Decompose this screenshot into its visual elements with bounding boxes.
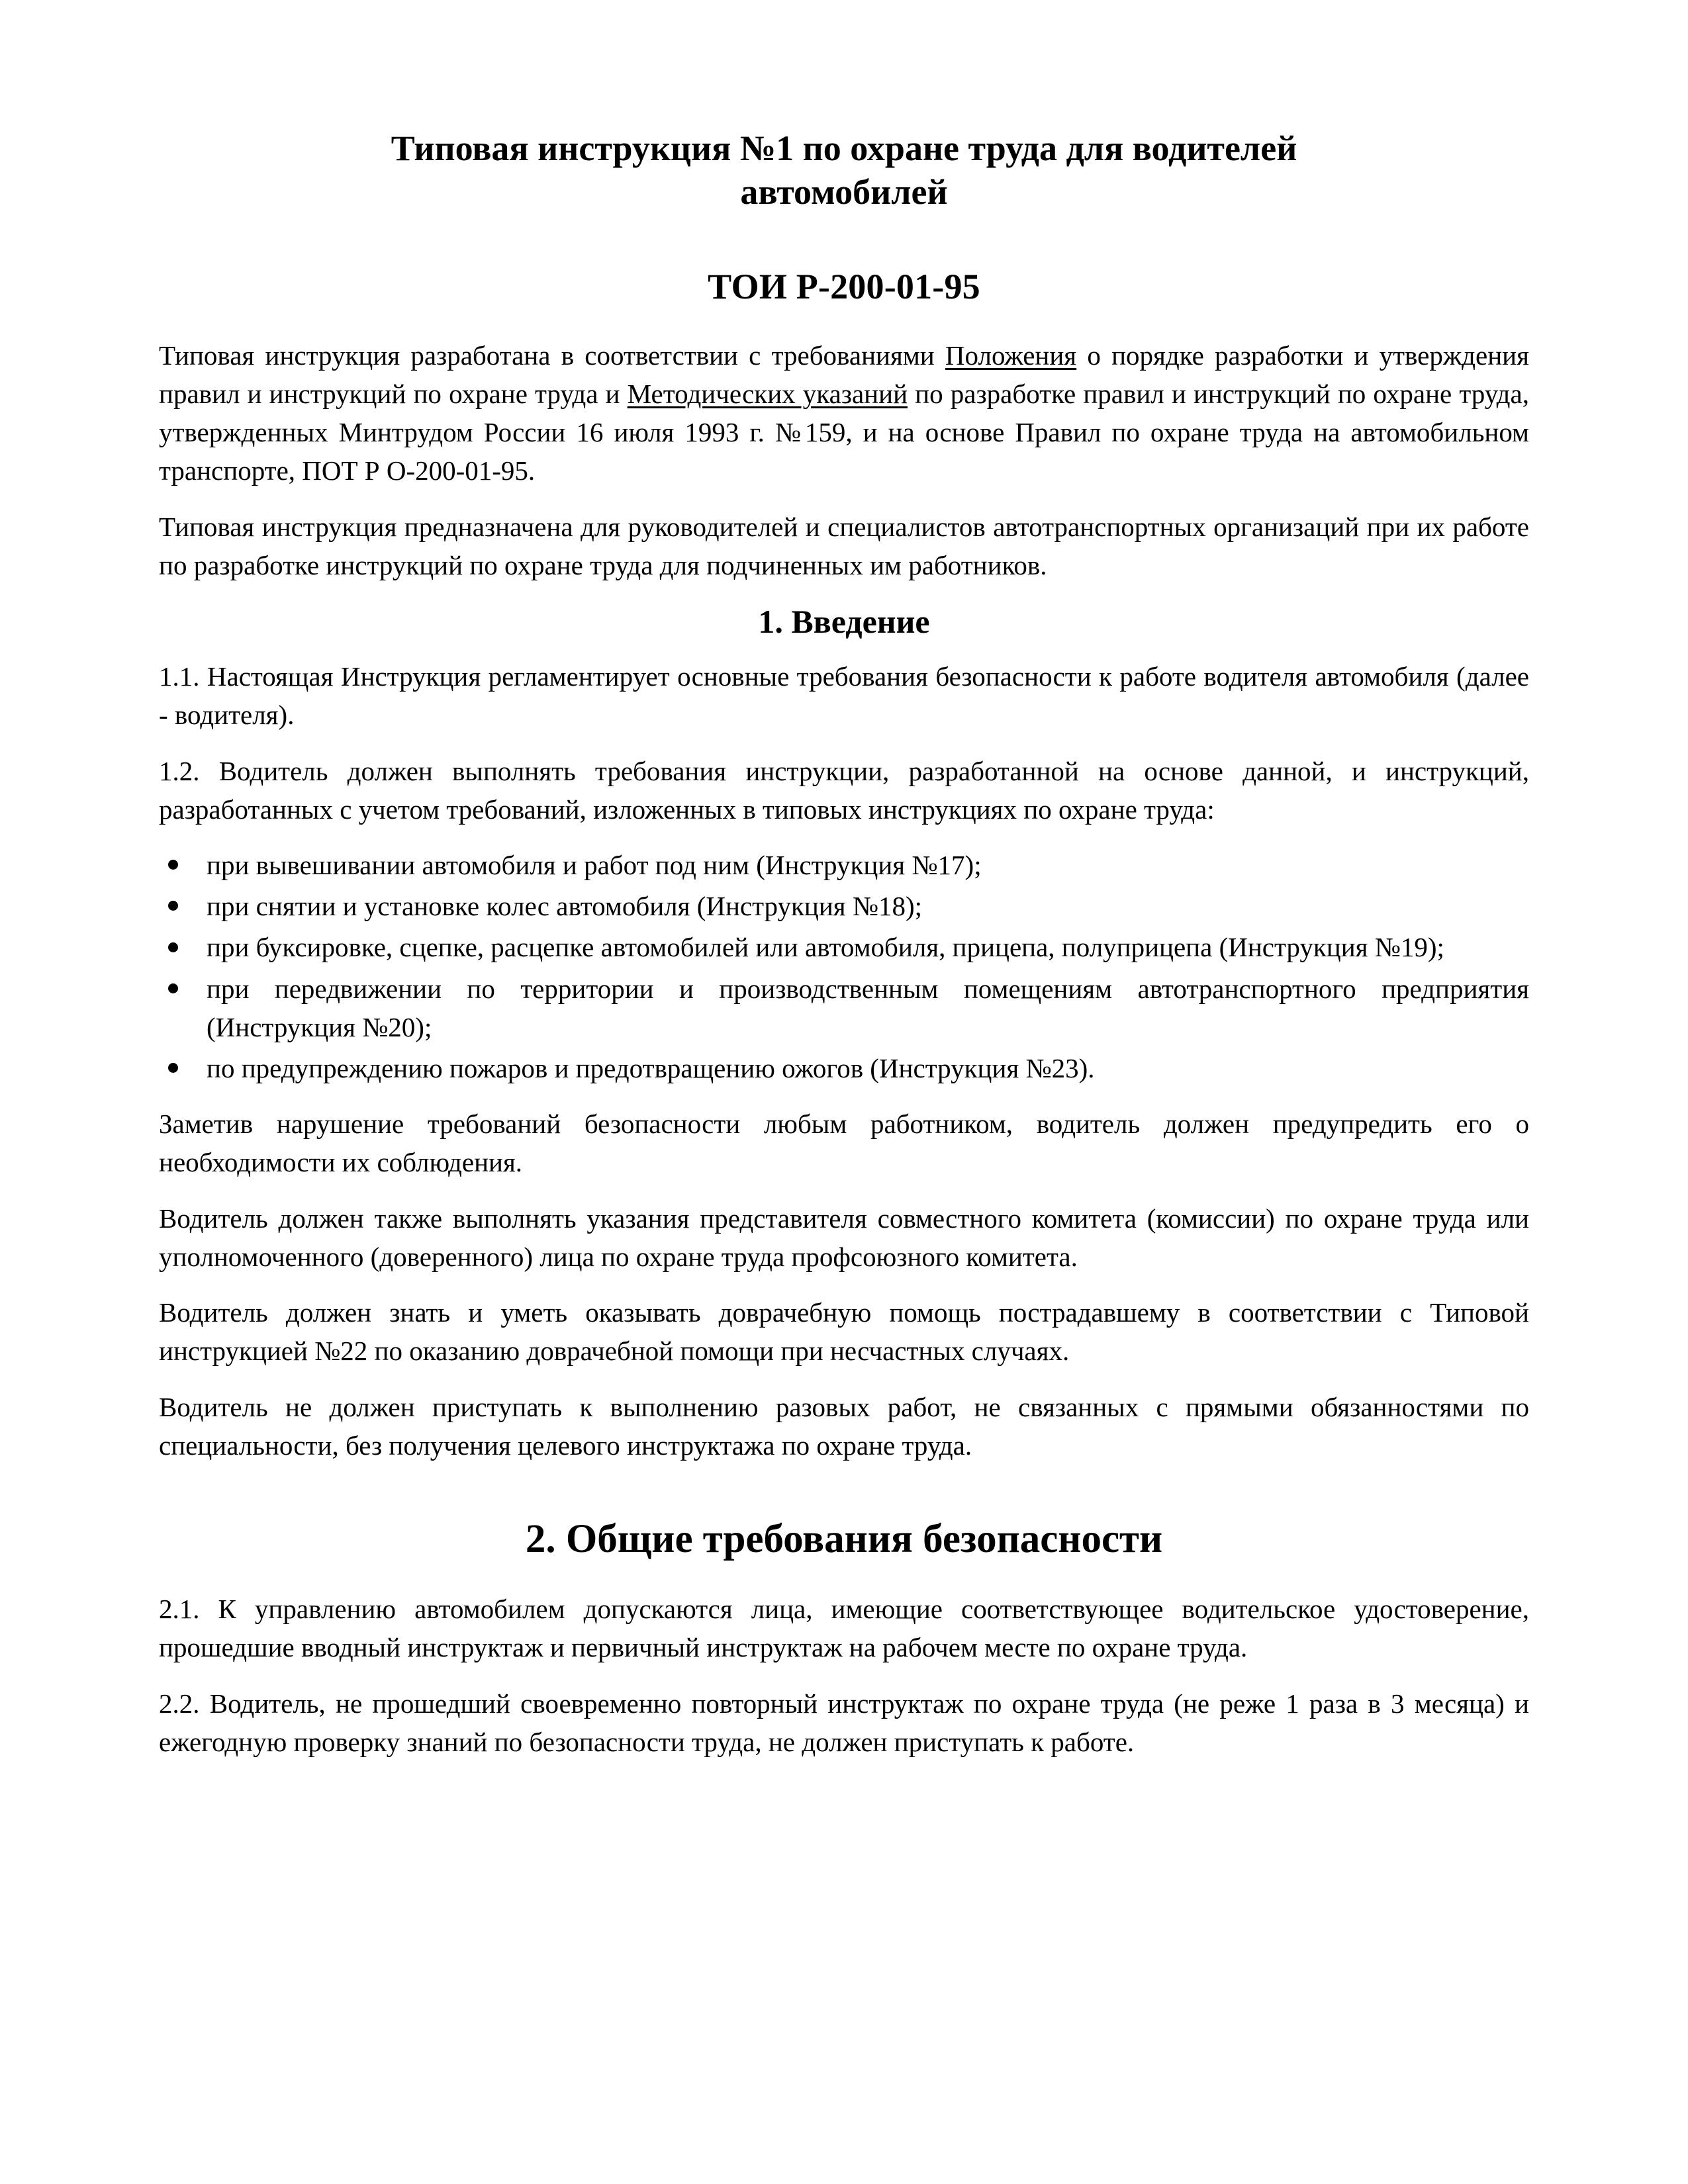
link-metodicheskie-ukazaniya[interactable]: Методических указаний	[627, 378, 908, 409]
paragraph-2-2: 2.2. Водитель, не прошедший своевременно повторный инструктаж по охране труда (не реже 1 раза в 3 месяца) и ежегодную проверку знаний по безопасности труда, не должен приступать к работе.	[159, 1688, 1529, 1757]
bullet-dot-icon	[168, 860, 178, 870]
bullet-dot-icon	[168, 1063, 178, 1073]
list-item-label: по предупреждению пожаров и предотвращению ожогов (Инструкция №23).	[207, 1053, 1095, 1084]
link-polozheniya[interactable]: Положения	[945, 340, 1077, 371]
document-code: ТОИ Р-200-01-95	[708, 266, 980, 306]
paragraph-after-list-1: Заметив нарушение требований безопасности любым работником, водитель должен предупредить его о необходимости их соблюдения.	[159, 1109, 1529, 1178]
title-text-line-1: Типовая инструкция №1 по охране труда для водителей	[391, 128, 1297, 168]
instruction-reference-list	[159, 846, 1529, 1087]
list-item-label: при вывешивании автомобиля и работ под ним (Инструкция №17);	[207, 849, 982, 880]
document-title	[159, 113, 1529, 214]
section-heading-2: 2. Общие требования безопасности	[525, 1517, 1163, 1561]
list-item-label: при передвижении по территории и производственным помещениям автотранспортного предприятия (Инструкция №20);	[207, 973, 1529, 1042]
paragraph-1-1: 1.1. Настоящая Инструкция регламентирует основные требования безопасности к работе водителя автомобиля (далее - водителя).	[159, 661, 1529, 731]
list-item	[159, 970, 1529, 1046]
intro-p1-text-part-1: Типовая инструкция разработана в соответствии с требованиями	[159, 340, 945, 371]
bullet-dot-icon	[168, 942, 178, 952]
document-title-line-1	[261, 113, 1427, 214]
list-item-label: при буксировке, сцепке, расцепке автомобилей или автомобиля, прицепа, полуприцепа (Инструкция №19);	[207, 932, 1444, 963]
paragraph-after-list-3: Водитель должен знать и уметь оказывать доврачебную помощь пострадавшему в соответствии с Типовой инструкцией №22 по оказанию доврачебной помощи при несчастных случаях.	[159, 1297, 1529, 1367]
title-text-line-2: автомобилей	[740, 171, 948, 212]
bullet-dot-icon	[168, 901, 178, 911]
bullet-dot-icon	[168, 983, 178, 993]
paragraph-after-list-2: Водитель должен также выполнять указания представителя совместного комитета (комиссии) по охране труда или уполномоченного (доверенного) лица по охране труда профсоюзного комитета.	[159, 1203, 1529, 1272]
intro-paragraph-1	[159, 336, 1529, 490]
intro-paragraph-2: Типовая инструкция предназначена для руководителей и специалистов автотранспортных организаций при их работе по разработке инструкций по охране труда для подчиненных им работников.	[159, 511, 1529, 580]
paragraph-after-list-4: Водитель не должен приступать к выполнению разовых работ, не связанных с прямыми обязанностями по специальности, без получения целевого инструктажа по охране труда.	[159, 1391, 1529, 1461]
list-item	[159, 846, 1529, 884]
list-item	[159, 1049, 1529, 1087]
paragraph-2-1: 2.1. К управлению автомобилем допускаются лица, имеющие соответствующее водительское удостоверение, прошедшие вводный инструктаж и первичный инструктаж на рабочем месте по охране труда.	[159, 1594, 1529, 1663]
list-item	[159, 887, 1529, 925]
paragraph-1-2: 1.2. Водитель должен выполнять требования инструкции, разработанной на основе данной, и инструкций, разработанных с учетом требований, изложенных в типовых инструкциях по охране труда:	[159, 755, 1529, 825]
section-heading-1: 1. Введение	[758, 603, 930, 641]
list-item-label: при снятии и установке колес автомобиля (Инструкция №18);	[207, 891, 923, 922]
intro-p1-text-part-2: о порядке разработки и утверждения правил и инструкций по охране труда и	[159, 340, 1529, 409]
intro-p1-text-part-3: по разработке правил и инструкций по охране труда, утвержденных Минтрудом России 16 июля 1993 г. №159, и на основе Правил по охране труда на автомобильном транспорте, ПОТ Р О-200-01-95.	[159, 378, 1529, 486]
list-item	[159, 928, 1529, 966]
